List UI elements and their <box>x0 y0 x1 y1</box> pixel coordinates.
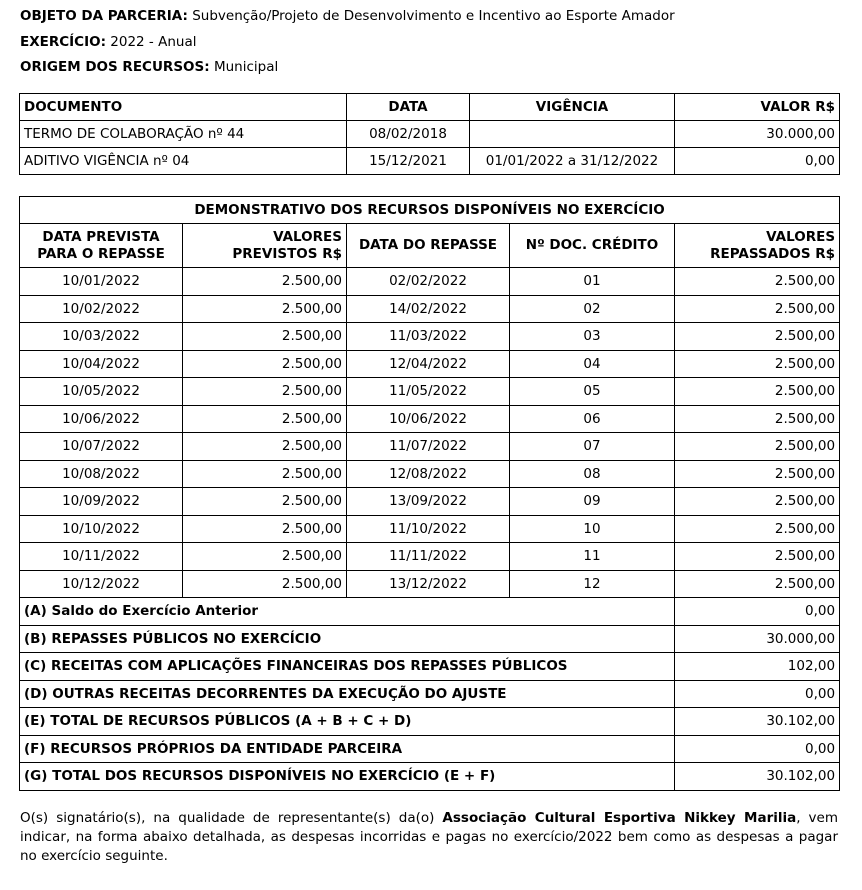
header-line: VALORES <box>766 228 836 245</box>
valor-repassado-cell: 2.500,00 <box>675 488 840 516</box>
header-line: REPASSADOS R$ <box>710 245 836 262</box>
documento-cell: TERMO DE COLABORAÇÃO nº 44 <box>20 121 347 148</box>
table-row <box>20 268 840 296</box>
summary-label: (B) REPASSES PÚBLICOS NO EXERCÍCIO <box>20 625 675 653</box>
doc-credito-cell: 07 <box>510 433 675 461</box>
table-row <box>20 488 840 516</box>
data-prevista-cell: 10/03/2022 <box>20 323 183 351</box>
doc-credito-cell: 12 <box>510 570 675 598</box>
summary-rows <box>20 598 840 791</box>
valor-previsto-cell: 2.500,00 <box>183 350 347 378</box>
data-prevista-cell: 10/02/2022 <box>20 295 183 323</box>
table-row <box>20 295 840 323</box>
valor-repassado-cell: 2.500,00 <box>675 460 840 488</box>
footer-text-after: , vem indicar, na forma abaixo detalhada, as despesas incorridas e pagas no exercício/2022 bem como as despesas a pagar no exercício seguinte. <box>20 810 839 864</box>
data-prevista-cell: 10/10/2022 <box>20 515 183 543</box>
doc-credito-cell: 11 <box>510 543 675 571</box>
data-prevista-cell: 10/08/2022 <box>20 460 183 488</box>
vigencia-cell: 01/01/2022 a 31/12/2022 <box>470 148 675 175</box>
summary-row <box>20 708 840 736</box>
document-header <box>20 6 675 83</box>
summary-value: 30.000,00 <box>675 625 840 653</box>
demonstrativo-header-row <box>20 224 840 268</box>
data-repasse-cell: 10/06/2022 <box>347 405 510 433</box>
valor-previsto-cell: 2.500,00 <box>183 405 347 433</box>
exercicio-label: EXERCÍCIO: <box>20 33 106 50</box>
doc-credito-cell: 10 <box>510 515 675 543</box>
valor-repassado-cell: 2.500,00 <box>675 515 840 543</box>
table-row <box>20 323 840 351</box>
col-data: DATA <box>347 94 470 121</box>
valor-cell: 0,00 <box>675 148 840 175</box>
data-prevista-cell: 10/06/2022 <box>20 405 183 433</box>
table-row <box>20 460 840 488</box>
data-prevista-cell: 10/05/2022 <box>20 378 183 406</box>
objeto-label: OBJETO DA PARCERIA: <box>20 8 188 24</box>
valor-repassado-cell: 2.500,00 <box>675 405 840 433</box>
demonstrativo-title-row <box>20 197 840 224</box>
col-valores-previstos <box>183 224 347 268</box>
valor-repassado-cell: 2.500,00 <box>675 350 840 378</box>
data-cell: 08/02/2018 <box>347 121 470 148</box>
demonstrativo-table <box>19 196 840 791</box>
objeto-line <box>20 6 675 32</box>
summary-row <box>20 653 840 681</box>
table-row <box>20 121 840 148</box>
table-row <box>20 350 840 378</box>
col-valores-repassados <box>675 224 840 268</box>
summary-label: (C) RECEITAS COM APLICAÇÕES FINANCEIRAS DOS REPASSES PÚBLICOS <box>20 653 675 681</box>
header-line: PARA O REPASSE <box>37 245 165 262</box>
summary-value: 102,00 <box>675 653 840 681</box>
data-repasse-cell: 14/02/2022 <box>347 295 510 323</box>
valor-cell: 30.000,00 <box>675 121 840 148</box>
summary-label: (G) TOTAL DOS RECURSOS DISPONÍVEIS NO EXERCÍCIO (E + F) <box>20 763 675 791</box>
data-prevista-cell: 10/04/2022 <box>20 350 183 378</box>
data-repasse-cell: 13/09/2022 <box>347 488 510 516</box>
objeto-value: Subvenção/Projeto de Desenvolvimento e Incentivo ao Esporte Amador <box>192 8 675 24</box>
table-row <box>20 543 840 571</box>
valor-previsto-cell: 2.500,00 <box>183 543 347 571</box>
valor-previsto-cell: 2.500,00 <box>183 268 347 296</box>
valor-previsto-cell: 2.500,00 <box>183 295 347 323</box>
valor-previsto-cell: 2.500,00 <box>183 323 347 351</box>
doc-credito-cell: 04 <box>510 350 675 378</box>
data-cell: 15/12/2021 <box>347 148 470 175</box>
documento-cell: ADITIVO VIGÊNCIA nº 04 <box>20 148 347 175</box>
origem-value: Municipal <box>213 59 279 75</box>
summary-row <box>20 598 840 626</box>
data-repasse-cell: 13/12/2022 <box>347 570 510 598</box>
data-repasse-cell: 11/05/2022 <box>347 378 510 406</box>
col-vigencia: VIGÊNCIA <box>470 94 675 121</box>
data-prevista-cell: 10/09/2022 <box>20 488 183 516</box>
table-row <box>20 570 840 598</box>
valor-repassado-cell: 2.500,00 <box>675 323 840 351</box>
exercicio-line <box>20 32 675 58</box>
table-row <box>20 433 840 461</box>
summary-label: (E) TOTAL DE RECURSOS PÚBLICOS (A + B + C + D) <box>20 708 675 736</box>
demonstrativo-title: DEMONSTRATIVO DOS RECURSOS DISPONÍVEIS NO EXERCÍCIO <box>20 197 840 224</box>
data-prevista-cell: 10/11/2022 <box>20 543 183 571</box>
documents-header-row <box>20 94 840 121</box>
data-repasse-cell: 11/11/2022 <box>347 543 510 571</box>
summary-row <box>20 680 840 708</box>
valor-repassado-cell: 2.500,00 <box>675 268 840 296</box>
data-repasse-cell: 11/03/2022 <box>347 323 510 351</box>
doc-credito-cell: 05 <box>510 378 675 406</box>
header-line: DATA PREVISTA <box>42 228 160 245</box>
data-prevista-cell: 10/07/2022 <box>20 433 183 461</box>
summary-row <box>20 735 840 763</box>
footer-paragraph <box>20 809 838 866</box>
valor-previsto-cell: 2.500,00 <box>183 433 347 461</box>
exercicio-value: 2022 - Anual <box>110 33 197 50</box>
table-row <box>20 515 840 543</box>
footer-entity: Associação Cultural Esportiva Nikkey Marilia <box>442 810 797 826</box>
summary-value: 0,00 <box>675 680 840 708</box>
origem-label: ORIGEM DOS RECURSOS: <box>20 59 210 75</box>
data-repasse-cell: 12/08/2022 <box>347 460 510 488</box>
valor-previsto-cell: 2.500,00 <box>183 378 347 406</box>
summary-value: 30.102,00 <box>675 708 840 736</box>
col-valor: VALOR R$ <box>675 94 840 121</box>
header-line: PREVISTOS R$ <box>232 245 342 262</box>
col-data-repasse <box>347 224 510 268</box>
table-row <box>20 148 840 175</box>
valor-previsto-cell: 2.500,00 <box>183 570 347 598</box>
valor-repassado-cell: 2.500,00 <box>675 295 840 323</box>
demonstrativo-rows <box>20 268 840 598</box>
table-row <box>20 378 840 406</box>
doc-credito-cell: 01 <box>510 268 675 296</box>
summary-label: (D) OUTRAS RECEITAS DECORRENTES DA EXECUÇÃO DO AJUSTE <box>20 680 675 708</box>
valor-repassado-cell: 2.500,00 <box>675 543 840 571</box>
summary-value: 0,00 <box>675 598 840 626</box>
doc-credito-cell: 02 <box>510 295 675 323</box>
valor-repassado-cell: 2.500,00 <box>675 433 840 461</box>
doc-credito-cell: 09 <box>510 488 675 516</box>
data-repasse-cell: 12/04/2022 <box>347 350 510 378</box>
col-data-prevista <box>20 224 183 268</box>
summary-row <box>20 625 840 653</box>
col-documento: DOCUMENTO <box>20 94 347 121</box>
summary-value: 0,00 <box>675 735 840 763</box>
origem-line <box>20 57 675 83</box>
summary-value: 30.102,00 <box>675 763 840 791</box>
valor-previsto-cell: 2.500,00 <box>183 488 347 516</box>
valor-previsto-cell: 2.500,00 <box>183 460 347 488</box>
doc-credito-cell: 03 <box>510 323 675 351</box>
valor-repassado-cell: 2.500,00 <box>675 570 840 598</box>
header-line: DATA DO REPASSE <box>358 237 498 253</box>
valor-repassado-cell: 2.500,00 <box>675 378 840 406</box>
header-line: Nº DOC. CRÉDITO <box>525 237 659 253</box>
header-line: VALORES <box>273 228 342 245</box>
documents-table <box>19 93 840 175</box>
doc-credito-cell: 06 <box>510 405 675 433</box>
data-prevista-cell: 10/12/2022 <box>20 570 183 598</box>
summary-label: (F) RECURSOS PRÓPRIOS DA ENTIDADE PARCEIRA <box>20 735 675 763</box>
data-repasse-cell: 11/10/2022 <box>347 515 510 543</box>
valor-previsto-cell: 2.500,00 <box>183 515 347 543</box>
table-row <box>20 405 840 433</box>
data-repasse-cell: 02/02/2022 <box>347 268 510 296</box>
summary-label: (A) Saldo do Exercício Anterior <box>20 598 675 626</box>
col-doc-credito <box>510 224 675 268</box>
vigencia-cell <box>470 121 675 148</box>
data-prevista-cell: 10/01/2022 <box>20 268 183 296</box>
summary-row <box>20 763 840 791</box>
data-repasse-cell: 11/07/2022 <box>347 433 510 461</box>
doc-credito-cell: 08 <box>510 460 675 488</box>
footer-text-before: O(s) signatário(s), na qualidade de representante(s) da(o) <box>20 810 443 826</box>
